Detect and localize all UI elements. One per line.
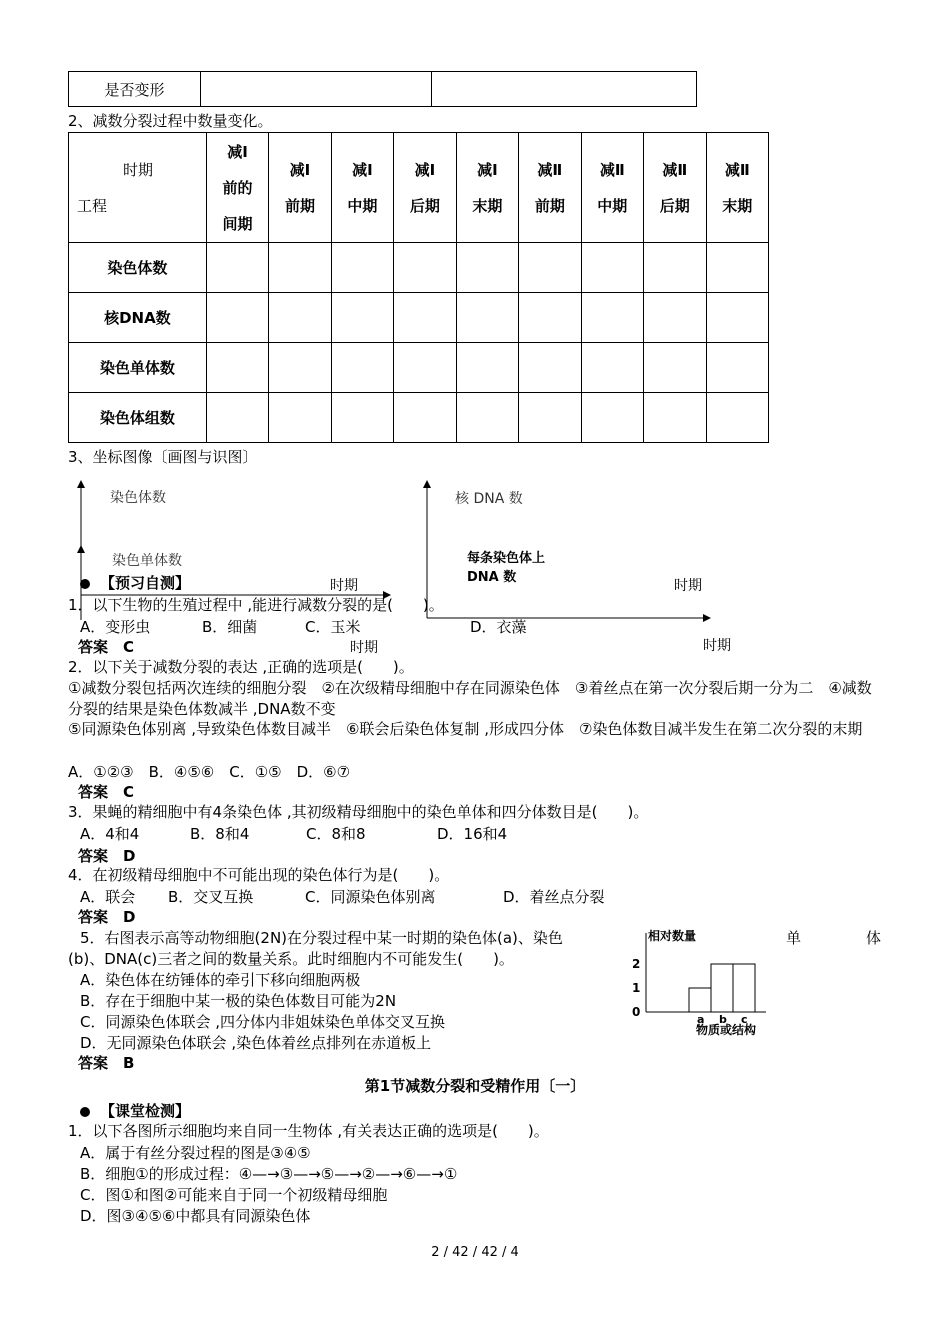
top-table-cell: [432, 72, 697, 107]
chart-bar-b: [711, 964, 733, 1012]
period-header-line: 减Ⅱ: [662, 160, 688, 179]
period-header-line: 间期: [222, 214, 253, 233]
question-5-line1: 5．右图表示高等动物细胞(2N)在分裂过程中某一时期的染色体(a)、染色: [80, 929, 563, 947]
period-header-line: 中期: [347, 196, 378, 215]
axis-label-chromosome: 染色体数: [110, 490, 166, 506]
answer-value: B: [123, 1054, 135, 1072]
chart-category-label: a: [697, 1013, 705, 1026]
row-label: 染色体组数: [69, 393, 207, 443]
empty-cell: [331, 293, 393, 343]
axis-label-chromatid: 染色单体数: [112, 553, 182, 569]
empty-cell: [706, 293, 768, 343]
axis-arrow: [77, 545, 85, 553]
answer-value: D: [123, 847, 136, 865]
period-header-line: 末期: [722, 196, 753, 215]
empty-cell: [456, 243, 518, 293]
classroom-question-1: 1．以下各图所示细胞均来自同一生物体 ,有关表达正确的选项是( )。: [68, 1122, 549, 1140]
answer-label: 答案: [78, 908, 109, 926]
axis-arrow: [77, 480, 85, 488]
q5-answer: [78, 1052, 134, 1073]
q1-answer: [78, 636, 134, 657]
preview-heading: [80, 572, 190, 593]
q2-options: A．①②③ B．④⑤⑥ C．①⑤ D．⑥⑦: [68, 763, 351, 781]
axis-time-label: 时期: [703, 638, 731, 654]
question-2: 2．以下关于减数分裂的表达 ,正确的选项是( )。: [68, 658, 414, 676]
empty-cell: [581, 293, 643, 343]
answer-value: C: [123, 783, 135, 801]
period-header: [456, 133, 518, 243]
empty-cell: [269, 293, 331, 343]
chart-y-tick: 0: [632, 1005, 641, 1019]
top-table-label: 是否变形: [69, 72, 201, 107]
empty-cell: [394, 243, 456, 293]
empty-cell: [331, 393, 393, 443]
row-label: 核DNA数: [69, 293, 207, 343]
period-header: [581, 133, 643, 243]
corner-top: 时期: [123, 160, 154, 179]
q4-answer: [78, 906, 135, 927]
classroom-heading: [80, 1100, 190, 1121]
period-header-line: 前期: [284, 196, 315, 215]
count-table: [68, 132, 769, 443]
chart-category-label: c: [741, 1013, 748, 1026]
chart-category-label: b: [719, 1013, 727, 1026]
chart-bar-a: [689, 988, 711, 1012]
period-header-line: 中期: [597, 196, 628, 215]
empty-cell: [706, 343, 768, 393]
period-header-line: 后期: [659, 196, 690, 215]
classroom-option-b: B．细胞①的形成过程：④—→③—→⑤—→②—→⑥—→①: [80, 1165, 458, 1183]
classroom-option-a: A．属于有丝分裂过程的图是③④⑤: [80, 1144, 311, 1162]
question-2-statements-2: ⑤同源染色体别离 ,导致染色体数目减半 ⑥联会后染色体复制 ,形成四分体 ⑦染色体数目减半发生在第二次分裂的末期: [68, 720, 863, 738]
empty-cell: [269, 243, 331, 293]
q3-option-a: A．4和4: [80, 825, 140, 843]
q5-option-b: B．存在于细胞中某一极的染色体数目可能为2N: [80, 992, 397, 1010]
empty-cell: [519, 243, 581, 293]
empty-cell: [394, 343, 456, 393]
question-2-statements: ①减数分裂包括两次连续的细胞分裂 ②在次级精母细胞中存在同源染色体 ③着丝点在第一次分裂后期一分为二 ④减数分裂的结果是染色体数减半 ,DNA数不变: [68, 679, 872, 718]
period-header: [519, 133, 581, 243]
axis-label-line: 每条染色体上: [467, 551, 546, 566]
q5-option-c: C．同源染色体联会 ,四分体内非姐妹染色单体交叉互换: [80, 1013, 446, 1031]
period-header: [394, 133, 456, 243]
question-5-word: 单: [786, 929, 802, 947]
period-header: [706, 133, 768, 243]
period-header-line: 前期: [534, 196, 565, 215]
question-5-line2: (b)、DNA(c)三者之间的数量关系。此时细胞内不可能发生( )。: [68, 950, 514, 968]
bullet-icon: [80, 579, 90, 589]
classroom-option-d: D．图③④⑤⑥中都具有同源染色体: [80, 1207, 311, 1225]
bullet-icon: [80, 1107, 90, 1117]
section-title: 第1节减数分裂和受精作用〔一〕: [364, 1077, 586, 1095]
question-3: 3．果蝇的精细胞中有4条染色体 ,其初级精母细胞中的染色单体和四分体数目是( )。: [68, 803, 649, 821]
q3-option-d: D．16和4: [437, 825, 508, 843]
q4-option-c: C．同源染色体别离: [305, 888, 436, 906]
period-header-line: 后期: [409, 196, 440, 215]
top-table-cell: [201, 72, 432, 107]
chart-xlabel: 物质或结构: [696, 1023, 757, 1037]
chart-y-tick: 1: [632, 981, 641, 995]
empty-cell: [269, 343, 331, 393]
empty-cell: [581, 343, 643, 393]
empty-cell: [394, 293, 456, 343]
chart-y-tick: 2: [632, 957, 641, 971]
q2-answer: [78, 781, 134, 802]
empty-cell: [331, 343, 393, 393]
period-header-line: 前的: [222, 178, 253, 197]
answer-label: 答案: [78, 638, 109, 656]
empty-cell: [206, 243, 268, 293]
empty-cell: [206, 343, 268, 393]
q1-option-b: B．细菌: [202, 618, 258, 636]
axis-time-label: 时期: [350, 640, 378, 656]
period-header-line: 减Ⅰ: [352, 160, 373, 179]
question-4: 4．在初级精母细胞中不可能出现的染色体行为是( )。: [68, 866, 450, 884]
q1-option-a: A．变形虫: [80, 618, 151, 636]
q3-answer: [78, 845, 135, 866]
axis-label-dna: 核 DNA 数: [455, 491, 523, 507]
period-header: [269, 133, 331, 243]
top-table: [68, 71, 697, 107]
empty-cell: [456, 393, 518, 443]
axis-arrow: [423, 480, 431, 488]
section2-title: 2、减数分裂过程中数量变化。: [68, 112, 273, 130]
section3-title: 3、坐标图像〔画图与识图〕: [68, 448, 258, 466]
empty-cell: [456, 343, 518, 393]
empty-cell: [581, 243, 643, 293]
chart-title: 相对数量: [648, 929, 697, 943]
period-header: [331, 133, 393, 243]
row-label: 染色单体数: [69, 343, 207, 393]
classroom-heading-text: 【课堂检测】: [100, 1102, 191, 1120]
q4-option-b: B．交叉互换: [168, 888, 254, 906]
period-header: [644, 133, 706, 243]
period-header: [206, 133, 268, 243]
empty-cell: [644, 293, 706, 343]
period-header-line: 减Ⅰ: [477, 160, 498, 179]
empty-cell: [644, 343, 706, 393]
classroom-option-c: C．图①和图②可能来自于同一个初级精母细胞: [80, 1186, 388, 1204]
chart-bar-c: [733, 964, 755, 1012]
empty-cell: [519, 293, 581, 343]
answer-label: 答案: [78, 783, 109, 801]
empty-cell: [331, 243, 393, 293]
empty-cell: [519, 343, 581, 393]
period-header-line: 末期: [472, 196, 503, 215]
page-footer: 2 / 42 / 42 / 4: [431, 1245, 519, 1260]
q4-option-d: D．着丝点分裂: [503, 888, 605, 906]
question-5-word: 体: [866, 929, 882, 947]
bar-chart: [626, 925, 796, 1040]
axis-time-label: 时期: [674, 578, 702, 594]
empty-cell: [519, 393, 581, 443]
empty-cell: [581, 393, 643, 443]
question-1: 1．以下生物的生殖过程中 ,能进行减数分裂的是( )。: [68, 596, 444, 614]
answer-label: 答案: [78, 847, 109, 865]
period-header-line: 减Ⅱ: [724, 160, 750, 179]
period-header-line: 减Ⅰ: [414, 160, 436, 179]
answer-value: C: [123, 638, 135, 656]
period-header-line: 减Ⅰ: [227, 142, 248, 161]
preview-heading-text: 【预习自测】: [100, 574, 191, 592]
empty-cell: [269, 393, 331, 443]
empty-cell: [394, 393, 456, 443]
q3-option-b: B．8和4: [190, 825, 250, 843]
q5-option-d: D．无同源染色体联会 ,染色体着丝点排列在赤道板上: [80, 1034, 432, 1052]
empty-cell: [706, 393, 768, 443]
axis-label-dna-per-chromosome: [467, 549, 545, 587]
period-header-line: 减Ⅱ: [537, 160, 563, 179]
q4-option-a: A．联会: [80, 888, 136, 906]
q5-option-a: A．染色体在纺锤体的牵引下移向细胞两极: [80, 971, 361, 989]
corner-bottom: 工程: [77, 196, 108, 215]
empty-cell: [644, 243, 706, 293]
answer-value: D: [123, 908, 136, 926]
axis-label-line: DNA 数: [467, 570, 517, 585]
empty-cell: [644, 393, 706, 443]
q1-option-c: C．玉米: [305, 618, 361, 636]
empty-cell: [706, 243, 768, 293]
row-label: 染色体数: [69, 243, 207, 293]
q3-option-c: C．8和8: [306, 825, 366, 843]
axis-time-label: 时期: [330, 578, 358, 594]
empty-cell: [206, 293, 268, 343]
empty-cell: [206, 393, 268, 443]
empty-cell: [456, 293, 518, 343]
period-header-line: 减Ⅰ: [289, 160, 311, 179]
period-header-line: 减Ⅱ: [599, 160, 625, 179]
q1-option-d: D．衣藻: [470, 618, 527, 636]
corner-cell: [69, 133, 207, 243]
answer-label: 答案: [78, 1054, 109, 1072]
